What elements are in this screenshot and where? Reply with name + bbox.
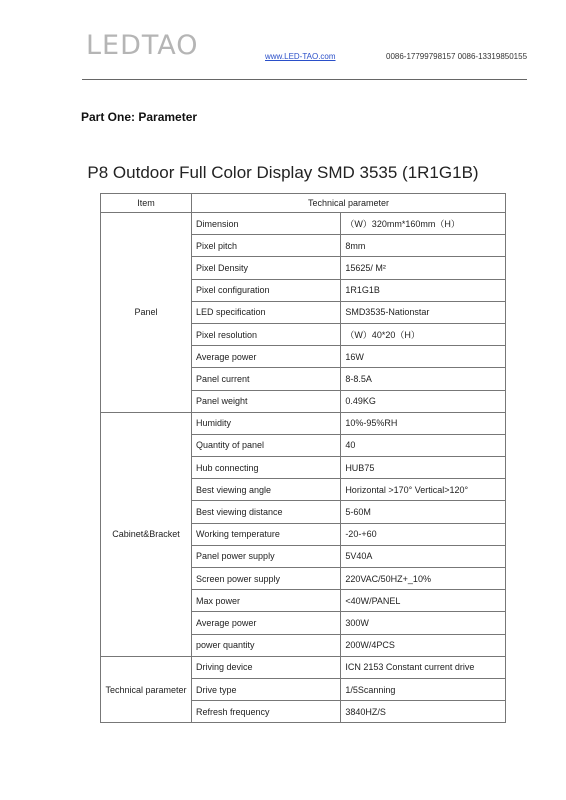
parameter-value: 5-60M xyxy=(341,501,506,523)
parameter-label: Working temperature xyxy=(192,523,341,545)
parameter-value: 300W xyxy=(341,612,506,634)
parameter-value: 0.49KG xyxy=(341,390,506,412)
parameter-label: Driving device xyxy=(192,656,341,678)
website-link[interactable]: www.LED-TAO.com xyxy=(265,52,336,61)
parameter-label: Refresh frequency xyxy=(192,701,341,723)
parameter-label: LED specification xyxy=(192,301,341,323)
parameter-value: 10%-95%RH xyxy=(341,412,506,434)
parameter-label: Average power xyxy=(192,612,341,634)
table-row xyxy=(101,213,506,235)
parameter-value: 5V40A xyxy=(341,545,506,567)
parameter-value: （W）40*20（H） xyxy=(341,323,506,345)
parameter-label: Pixel resolution xyxy=(192,323,341,345)
parameter-value: SMD3535-Nationstar xyxy=(341,301,506,323)
parameter-value: 1R1G1B xyxy=(341,279,506,301)
parameter-value: 40 xyxy=(341,434,506,456)
parameter-label: Max power xyxy=(192,590,341,612)
table-row xyxy=(101,412,506,434)
parameter-value: 3840HZ/S xyxy=(341,701,506,723)
header-item: Item xyxy=(101,194,192,213)
parameter-label: Screen power supply xyxy=(192,568,341,590)
parameter-value: -20-+60 xyxy=(341,523,506,545)
parameter-table xyxy=(100,193,506,723)
parameter-label: Best viewing angle xyxy=(192,479,341,501)
parameter-label: Drive type xyxy=(192,678,341,700)
parameter-label: Pixel Density xyxy=(192,257,341,279)
parameter-label: Pixel pitch xyxy=(192,235,341,257)
parameter-label: Panel power supply xyxy=(192,545,341,567)
parameter-value: 8mm xyxy=(341,235,506,257)
parameter-value: 16W xyxy=(341,346,506,368)
header-technical-parameter: Technical parameter xyxy=(192,194,506,213)
group-label: Panel xyxy=(101,213,192,413)
parameter-label: Panel current xyxy=(192,368,341,390)
parameter-label: Dimension xyxy=(192,213,341,235)
parameter-value: 15625/ M² xyxy=(341,257,506,279)
parameter-value: HUB75 xyxy=(341,457,506,479)
parameter-value: 8-8.5A xyxy=(341,368,506,390)
parameter-label: Quantity of panel xyxy=(192,434,341,456)
table-header-row xyxy=(101,194,506,213)
parameter-label: Pixel configuration xyxy=(192,279,341,301)
parameter-value: （W）320mm*160mm（H） xyxy=(341,213,506,235)
table-body xyxy=(101,213,506,723)
group-label: Cabinet&Bracket xyxy=(101,412,192,656)
parameter-label: power quantity xyxy=(192,634,341,656)
parameter-label: Average power xyxy=(192,346,341,368)
parameter-value: 200W/4PCS xyxy=(341,634,506,656)
parameter-label: Best viewing distance xyxy=(192,501,341,523)
parameter-label: Humidity xyxy=(192,412,341,434)
parameter-value: 1/5Scanning xyxy=(341,678,506,700)
table-row xyxy=(101,656,506,678)
parameter-value: ICN 2153 Constant current drive xyxy=(341,656,506,678)
parameter-label: Hub connecting xyxy=(192,457,341,479)
parameter-value: <40W/PANEL xyxy=(341,590,506,612)
parameter-value: Horizontal >170° Vertical>120° xyxy=(341,479,506,501)
parameter-value: 220VAC/50HZ+_10% xyxy=(341,568,506,590)
header-divider xyxy=(82,79,527,80)
table-title: P8 Outdoor Full Color Display SMD 3535 (1R1G1B) xyxy=(87,163,479,182)
ledtao-logo: LEDTAO xyxy=(86,30,199,61)
phone-numbers: 0086-17799798157 0086-13319850155 xyxy=(386,52,528,61)
group-label: Technical parameter xyxy=(101,656,192,723)
parameter-label: Panel weight xyxy=(192,390,341,412)
section-title: Part One: Parameter xyxy=(81,110,198,124)
